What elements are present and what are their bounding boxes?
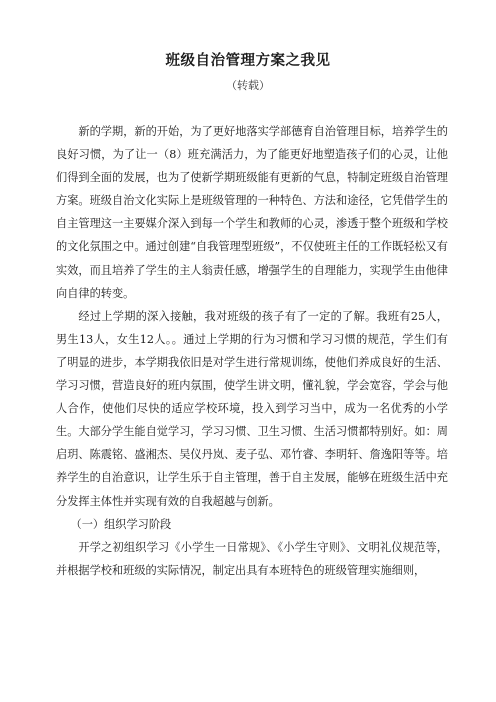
document-subtitle: （转载） bbox=[226, 79, 270, 92]
paragraph-intro: 新的学期，新的开始，为了更好地落实学部德育自治管理目标，培养学生的良好习惯，为了让一（8）班充满活力，为了能更好地塑造孩子们的心灵，让他们得到全面的发展，也为了使新学期班级能有更新的气息，特制定班级自治管理方案。班级自治文化实际上是班级管理的一种特色、方法和途径，它凭借学生的自主管理这一主要媒介深入到每一个学生和教师的心灵，渗透于整个班级和学校的文化氛围之中。通过创建“自我管理型班级”，不仅使班主任的工作既轻松又有实效，而且培养了学生的主人翁责任感，增强学生的自理能力，实现学生由他律向自律的转变。 bbox=[56, 125, 448, 300]
paragraph-study-phase: 开学之初组织学习《小学生一日常规》、《小学生守则》、文明礼仪规范等，并根据学校和班级的实际情况，制定出具有本班特色的班级管理实施细则， bbox=[56, 540, 448, 577]
section-heading: （一）组织学习阶段 bbox=[70, 517, 172, 531]
document-body bbox=[56, 120, 448, 582]
paragraph-class-situation: 经过上学期的深入接触，我对班级的孩子有了一定的了解。我班有25人，男生13人，女生12人。。通过上学期的行为习惯和学习习惯的规范，学生们有了明显的进步，本学期我依旧是对学生进行常规训练，使他们养成良好的生活、学习习惯，营造良好的班内氛围，使学生讲文明，懂礼貌，学会宽容，学会与他人合作，使他们尽快的适应学校环境，投入到学习当中，成为一名优秀的小学生。大部分学生能自觉学习，学习习惯、卫生习惯、生活习惯都特别好。如：周启玥、陈震铭、盛湘杰、吴仪丹岚、麦子弘、邓竹睿、李明轩、詹逸阳等等。培养学生的自治意识，让学生乐于自主管理，善于自主发展，能够在班级生活中充分发挥主体性并实现有效的自我超越与创新。 bbox=[56, 309, 448, 508]
document-title: 班级自治管理方案之我见 bbox=[165, 53, 331, 69]
